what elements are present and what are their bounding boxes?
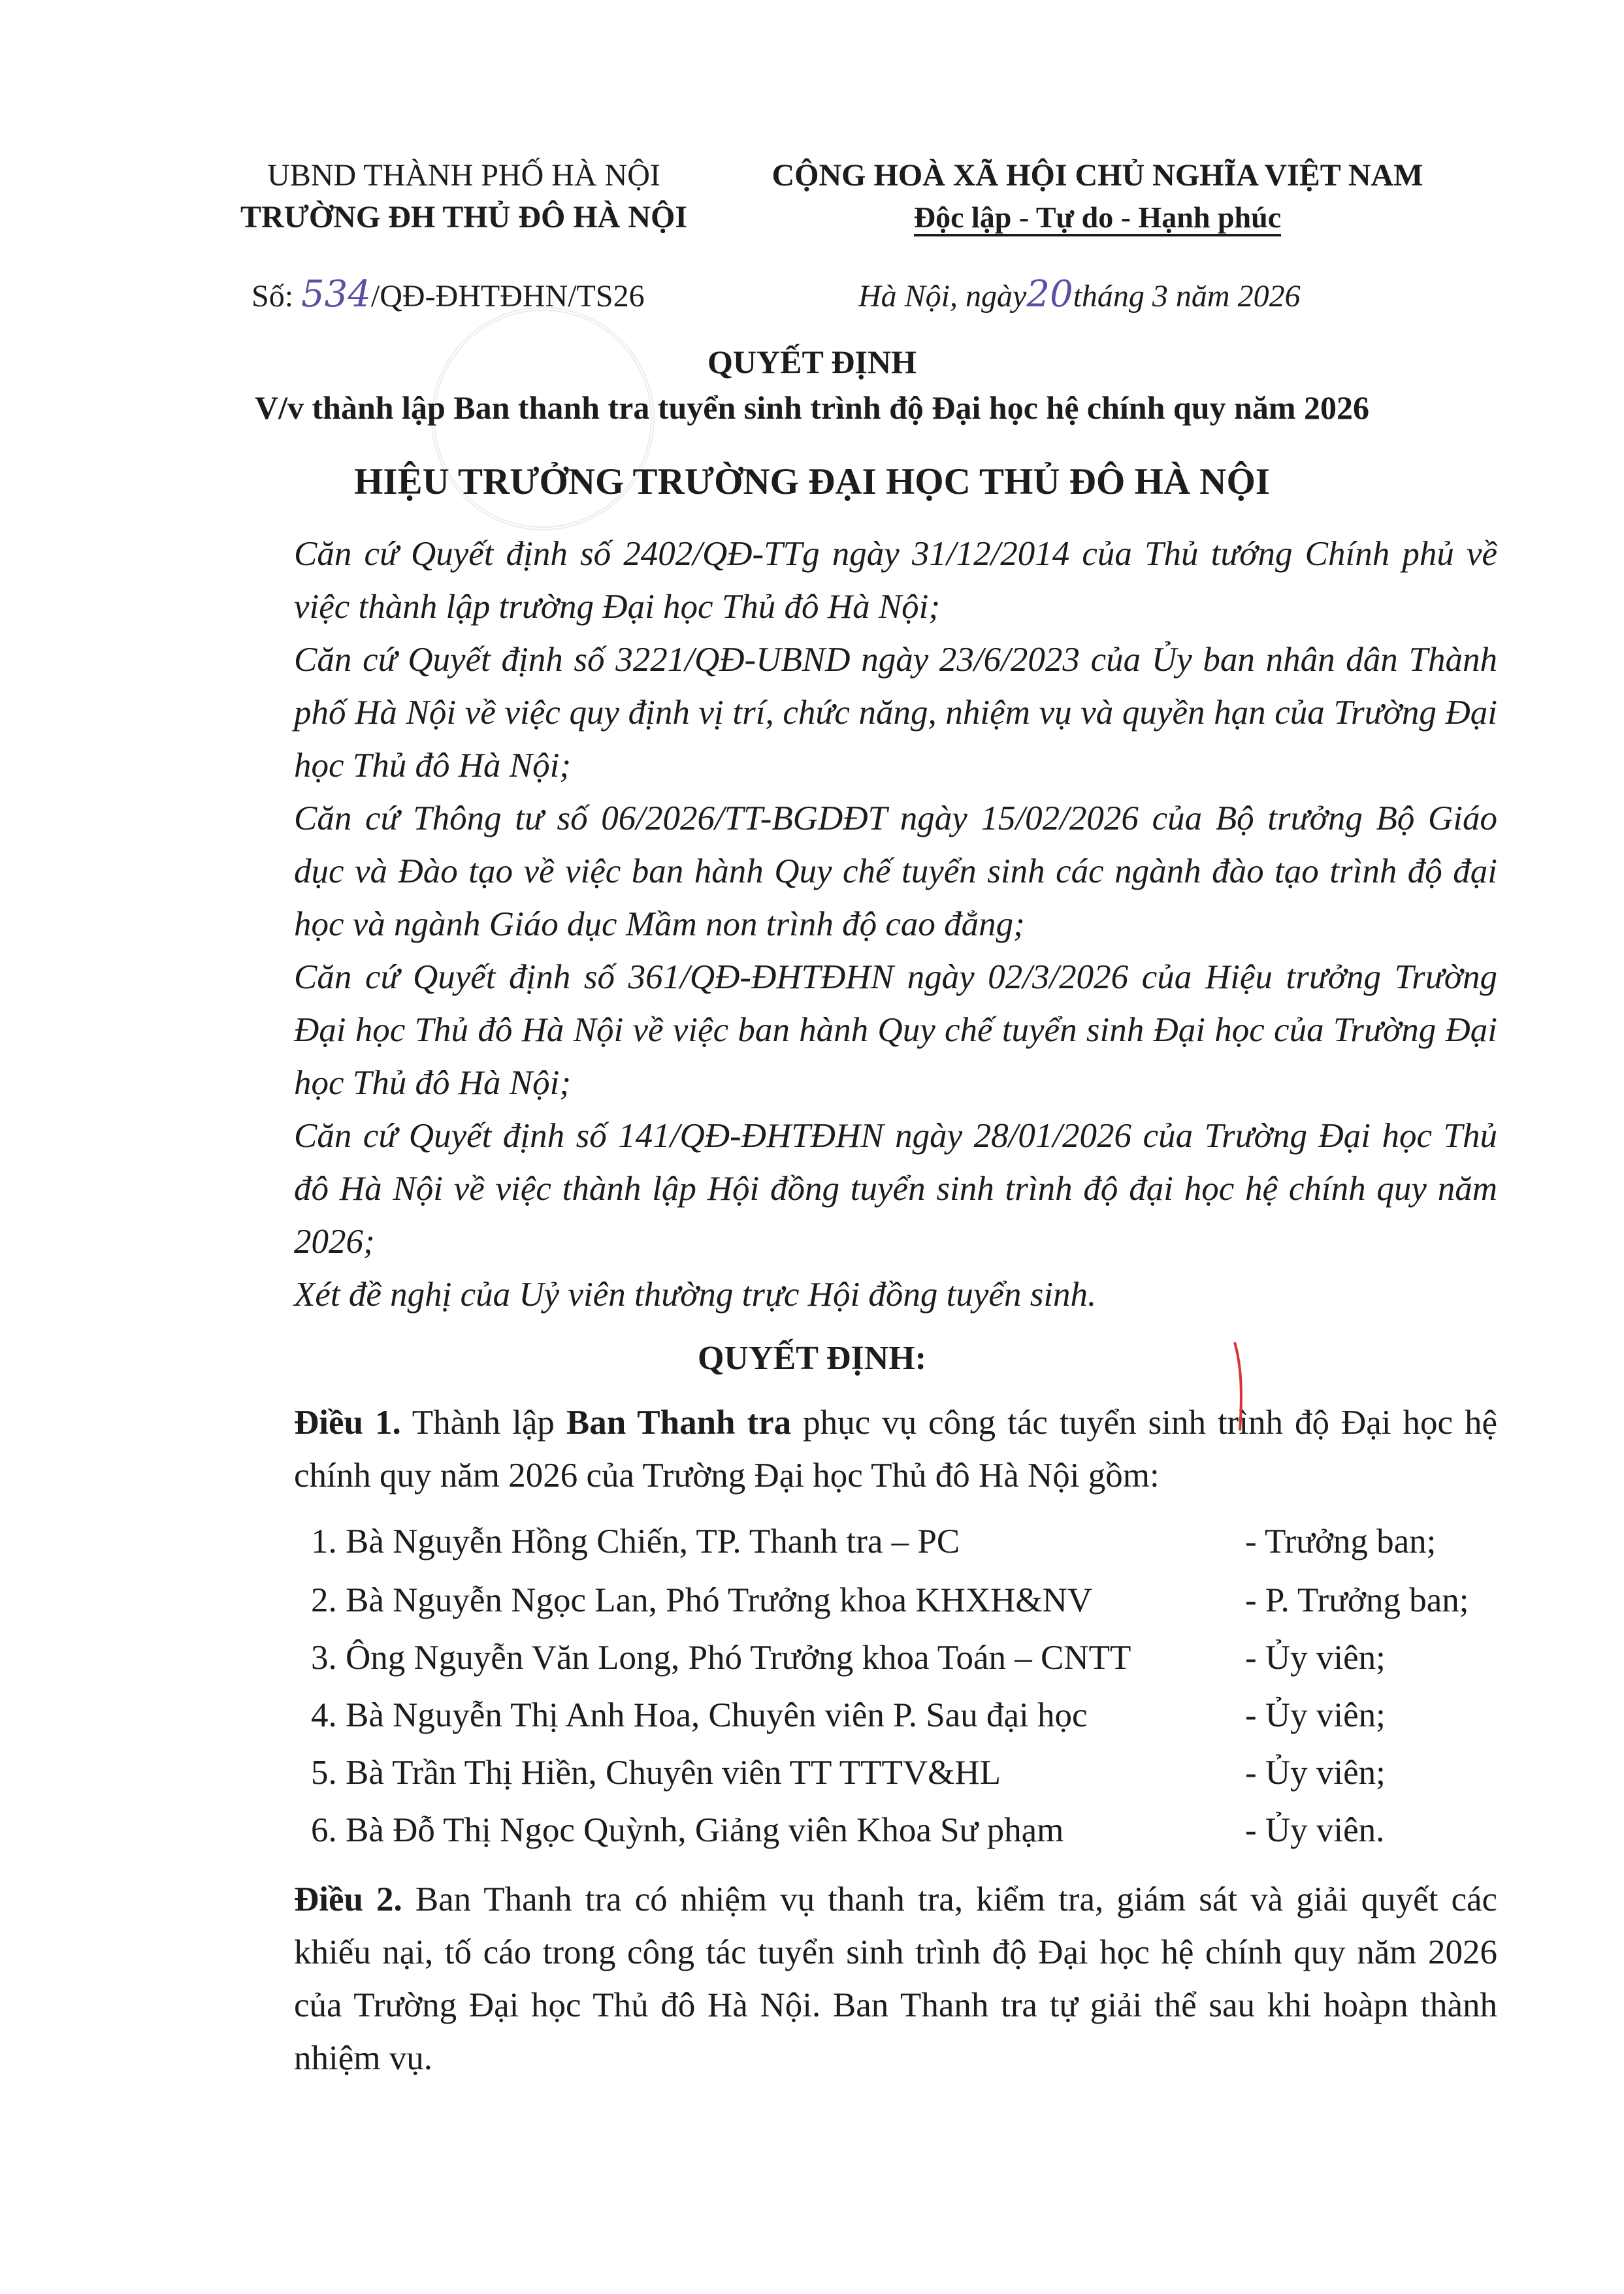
citation-5: Căn cứ Quyết định số 141/QĐ-ĐHTĐHN ngày 28/01/2026 của Trường Đại học Thủ đô Hà Nội về việc thành lập Hội đồng tuyển sinh trình độ đại học hệ chính quy năm 2026; (294, 1117, 1497, 1261)
member-row: 3. Ông Nguyễn Văn Long, Phó Trưởng khoa Toán – CNTT - Ủy viên; (311, 1639, 1386, 1677)
member-row: 1. Bà Nguyễn Hồng Chiến, TP. Thanh tra – PC - Trưởng ban; (311, 1523, 1437, 1560)
handwritten-day: 20 (1026, 273, 1073, 315)
citation-6: Xét đề nghị của Uỷ viên thường trực Hội đồng tuyển sinh. (294, 1276, 1097, 1314)
issue-date: Hà Nội, ngày20tháng 3 năm 2026 (858, 273, 1301, 315)
document-title: QUYẾT ĐỊNH (707, 344, 917, 380)
article-2-label: Điều 2. (294, 1881, 402, 1918)
handwritten-number: 534 (301, 273, 371, 315)
document-subject: V/v thành lập Ban thanh tra tuyển sinh trình độ Đại học hệ chính quy năm 2026 (254, 389, 1369, 426)
national-motto: Độc lập - Tự do - Hạnh phúc (745, 199, 1450, 236)
issuer-name: TRƯỜNG ĐH THỦ ĐÔ HÀ NỘI (240, 200, 688, 234)
national-name: CỘNG HOÀ XÃ HỘI CHỦ NGHĨA VIỆT NAM (771, 158, 1423, 193)
issuer-block (209, 157, 719, 236)
member-row: 4. Bà Nguyễn Thị Anh Hoa, Chuyên viên P. Sau đại học - Ủy viên; (311, 1696, 1386, 1734)
member-row: 2. Bà Nguyễn Ngọc Lan, Phó Trưởng khoa KHXH&NV - P. Trưởng ban; (311, 1581, 1469, 1619)
document-number: Số: 534/QĐ-ĐHTĐHN/TS26 (252, 273, 645, 315)
citations (196, 528, 1497, 1321)
citation-3: Căn cứ Thông tư số 06/2026/TT-BGDĐT ngày 15/02/2026 của Bộ trưởng Bộ Giáo dục và Đào tạo về việc ban hành Quy chế tuyển sinh các ngành đào tạo trình độ đại học và ngành Giáo dục Mầm non trình độ cao đẳng; (294, 800, 1497, 943)
issuer-parent: UBND THÀNH PHỐ HÀ NỘI (267, 158, 660, 193)
national-motto-block (745, 157, 1450, 236)
member-row: 5. Bà Trần Thị Hiền, Chuyên viên TT TTTV&HL - Ủy viên; (311, 1754, 1386, 1792)
citation-4: Căn cứ Quyết định số 361/QĐ-ĐHTĐHN ngày 02/3/2026 của Hiệu trưởng Trường Đại học Thủ đô Hà Nội về việc ban hành Quy chế tuyển sinh Đại học của Trường Đại học Thủ đô Hà Nội; (294, 958, 1497, 1102)
member-row: 6. Bà Đỗ Thị Ngọc Quỳnh, Giảng viên Khoa Sư phạm - Ủy viên. (311, 1811, 1385, 1849)
pen-mark (1228, 1339, 1254, 1437)
article-1-label: Điều 1. (294, 1404, 401, 1442)
article-1: Điều 1. Thành lập Ban Thanh tra phục vụ công tác tuyển sinh trình độ Đại học hệ chính quy năm 2026 của Trường Đại học Thủ đô Hà Nội gồm: (294, 1404, 1498, 1494)
issuing-authority: HIỆU TRƯỞNG TRƯỜNG ĐẠI HỌC THỦ ĐÔ HÀ NỘI (354, 461, 1270, 502)
citation-2: Căn cứ Quyết định số 3221/QĐ-UBND ngày 23/6/2023 của Ủy ban nhân dân Thành phố Hà Nội về việc quy định vị trí, chức năng, nhiệm vụ và quyền hạn của Trường Đại học Thủ đô Hà Nội; (294, 641, 1497, 784)
article-2: Điều 2. Ban Thanh tra có nhiệm vụ thanh tra, kiểm tra, giám sát và giải quyết các khiếu nại, tố cáo trong công tác tuyển sinh trình độ Đại học hệ chính quy năm 2026 của Trường Đại học Thủ đô Hà Nội. Ban Thanh tra tự giải thể sau khi hoàpn thành nhiệm vụ. (294, 1881, 1498, 2077)
decision-heading: QUYẾT ĐỊNH: (697, 1340, 927, 1377)
citation-1: Căn cứ Quyết định số 2402/QĐ-TTg ngày 31/12/2014 của Thủ tướng Chính phủ về việc thành lập trường Đại học Thủ đô Hà Nội; (294, 535, 1497, 626)
